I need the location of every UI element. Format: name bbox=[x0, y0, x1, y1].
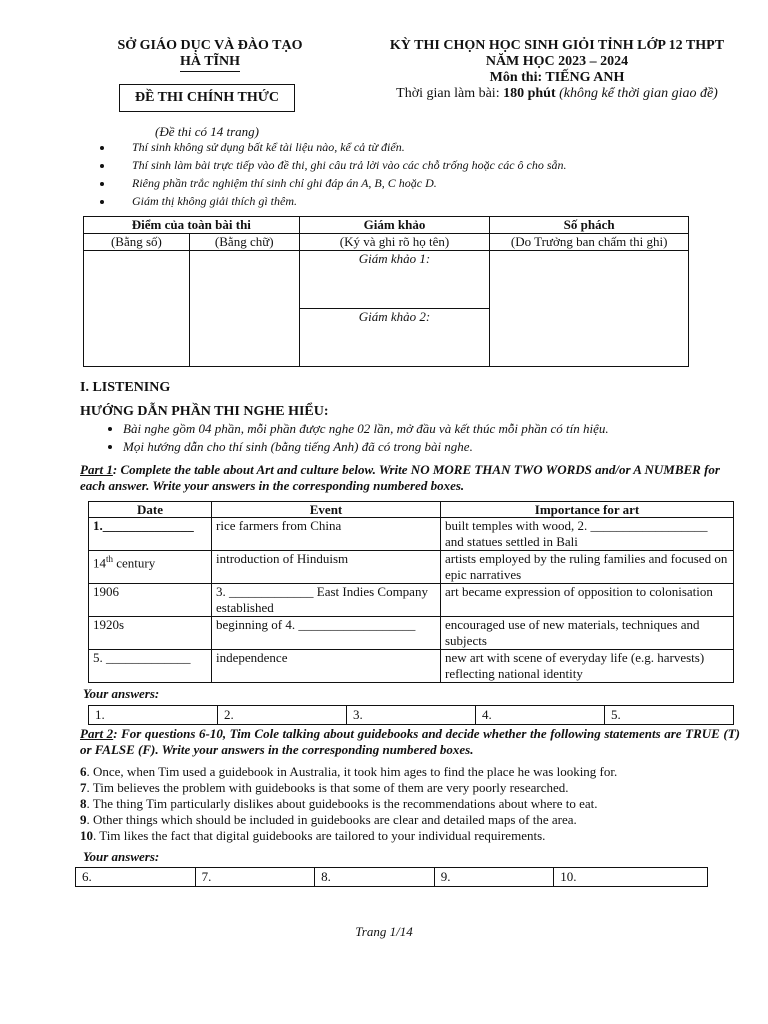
date-cell: 1920s bbox=[89, 617, 212, 650]
rule-item: • Giám thị không giải thích gì thêm. bbox=[114, 192, 734, 210]
date-number: 14 bbox=[93, 555, 106, 571]
score-header: Điểm của toàn bài thi bbox=[84, 217, 300, 234]
date-cell: 1906 bbox=[89, 584, 212, 617]
date-cell[interactable]: 5. _____________ bbox=[89, 650, 212, 683]
examiner-2-cell[interactable]: Giám khảo 2: bbox=[299, 309, 490, 367]
examiner-header: Giám khảo bbox=[299, 217, 490, 234]
table-row bbox=[89, 518, 734, 551]
event-cell: rice farmers from China bbox=[212, 518, 441, 551]
your-answers-label: Your answers: bbox=[83, 686, 160, 701]
event-cell: independence bbox=[212, 650, 441, 683]
statement-text: . Once, when Tim used a guidebook in Australia, it took him ages to find the place he was looking for. bbox=[86, 764, 618, 779]
statement-number: 6 bbox=[80, 764, 87, 779]
statement bbox=[80, 828, 750, 844]
code-header: Số phách bbox=[490, 217, 689, 234]
guide-list bbox=[105, 420, 743, 456]
examiner-1-cell[interactable]: Giám khảo 1: bbox=[299, 251, 490, 309]
rules-list bbox=[96, 138, 734, 210]
department-name: SỞ GIÁO DỤC VÀ ĐÀO TẠO bbox=[117, 38, 303, 53]
code-cell[interactable] bbox=[490, 251, 689, 367]
part2-text: : For questions 6-10, Tim Cole talking about guidebooks and decide whether the following statements are TRUE (T) or FALSE (F). Write your answers in the corresponding numbered boxes. bbox=[80, 726, 740, 757]
pages-note: (Đề thi có 14 trang) bbox=[155, 124, 259, 139]
rule-item: • Thí sinh không sử dụng bất kể tài liệu nào, kể cả từ điển. bbox=[114, 138, 734, 156]
statement-number: 10 bbox=[80, 828, 93, 843]
event-cell: introduction of Hinduism bbox=[212, 551, 441, 584]
col-date-header: Date bbox=[89, 502, 212, 518]
examiner-subheader: (Ký và ghi rõ họ tên) bbox=[299, 234, 490, 251]
answer-box[interactable]: 4. bbox=[476, 706, 605, 725]
part1-instruction bbox=[80, 462, 740, 494]
page-footer: Trang 1/14 bbox=[355, 924, 413, 939]
score-words-subheader: (Bằng chữ) bbox=[189, 234, 299, 251]
subject: Môn thi: TIẾNG ANH bbox=[489, 70, 625, 85]
statement-text: . Other things which should be included in guidebooks are clear and detailed maps of the area. bbox=[86, 812, 577, 827]
answer-boxes-part2 bbox=[75, 867, 708, 887]
table-row bbox=[89, 584, 734, 617]
part2-label: Part 2 bbox=[80, 726, 114, 741]
score-words-cell[interactable] bbox=[189, 251, 299, 367]
date-cell bbox=[89, 551, 212, 584]
answer-box[interactable]: 9. bbox=[434, 868, 554, 887]
col-importance-header: Importance for art bbox=[441, 502, 734, 518]
importance-cell: encouraged use of new materials, techniques and subjects bbox=[441, 617, 734, 650]
province-name: HÀ TĨNH bbox=[180, 54, 240, 72]
date-rest: century bbox=[113, 555, 156, 571]
statement bbox=[80, 764, 750, 780]
art-culture-table bbox=[88, 501, 734, 683]
school-year: NĂM HỌC 2023 – 2024 bbox=[485, 54, 629, 69]
part1-label: Part 1 bbox=[80, 462, 113, 477]
part1-text: : Complete the table about Art and culture below. Write NO MORE THAN TWO WORDS and/or A NUMBER for each answer. Write your answers in the corresponding numbered boxes. bbox=[80, 462, 720, 493]
department-header bbox=[95, 38, 325, 72]
statement-text: . Tim believes the problem with guidebooks is that some of them are very poorly researched. bbox=[86, 780, 569, 795]
time-note: (không kể thời gian giao đề) bbox=[555, 86, 718, 101]
guide-item: • Mọi hướng dẫn cho thí sinh (bằng tiếng Anh) đã có trong bài nghe. bbox=[123, 438, 743, 456]
event-cell[interactable]: 3. _____________ East Indies Company established bbox=[212, 584, 441, 617]
time-label: Thời gian làm bài: bbox=[396, 86, 504, 101]
answer-box[interactable]: 1. bbox=[89, 706, 218, 725]
time-line bbox=[372, 86, 742, 102]
answer-boxes-part1 bbox=[88, 705, 734, 725]
col-event-header: Event bbox=[212, 502, 441, 518]
answer-box[interactable]: 7. bbox=[195, 868, 315, 887]
rule-item: • Riêng phần trắc nghiệm thí sinh chỉ ghi đáp án A, B, C hoặc D. bbox=[114, 174, 734, 192]
exam-title: KỲ THI CHỌN HỌC SINH GIỎI TỈNH LỚP 12 THPT bbox=[389, 38, 725, 53]
statement-number: 7 bbox=[80, 780, 87, 795]
official-exam-box: ĐỀ THI CHÍNH THỨC bbox=[119, 84, 295, 112]
date-cell[interactable]: 1.______________ bbox=[89, 518, 212, 551]
answer-box[interactable]: 5. bbox=[605, 706, 734, 725]
score-table bbox=[83, 216, 689, 367]
exam-header bbox=[372, 38, 742, 102]
answer-box[interactable]: 6. bbox=[76, 868, 196, 887]
code-subheader: (Do Trưởng ban chấm thi ghi) bbox=[490, 234, 689, 251]
statement-number: 8 bbox=[80, 796, 87, 811]
answer-box[interactable]: 3. bbox=[347, 706, 476, 725]
table-row bbox=[89, 617, 734, 650]
statement-number: 9 bbox=[80, 812, 87, 827]
event-cell[interactable]: beginning of 4. __________________ bbox=[212, 617, 441, 650]
statement bbox=[80, 812, 750, 828]
score-number-subheader: (Bằng số) bbox=[84, 234, 190, 251]
importance-cell: artists employed by the ruling families and focused on epic narratives bbox=[441, 551, 734, 584]
statement bbox=[80, 796, 750, 812]
section-title: I. LISTENING bbox=[80, 380, 171, 395]
your-answers-label: Your answers: bbox=[83, 849, 160, 864]
importance-cell: art became expression of opposition to colonisation bbox=[441, 584, 734, 617]
part2-instruction bbox=[80, 726, 740, 758]
statements bbox=[80, 764, 750, 844]
table-row bbox=[89, 650, 734, 683]
date-suffix: th bbox=[106, 554, 114, 564]
statement-text: . The thing Tim particularly dislikes about guidebooks is the recommendations about where to eat. bbox=[86, 796, 598, 811]
answer-box[interactable]: 8. bbox=[315, 868, 435, 887]
score-number-cell[interactable] bbox=[84, 251, 190, 367]
rule-item: • Thí sinh làm bài trực tiếp vào đề thi, ghi câu trả lời vào các chỗ trống hoặc các ô cho sẵn. bbox=[114, 156, 734, 174]
answer-box[interactable]: 2. bbox=[218, 706, 347, 725]
importance-cell: new art with scene of everyday life (e.g. harvests) reflecting national identity bbox=[441, 650, 734, 683]
importance-cell[interactable]: built temples with wood, 2. __________________ and statues settled in Bali bbox=[441, 518, 734, 551]
guide-item: • Bài nghe gồm 04 phần, mỗi phần được nghe 02 lần, mở đầu và kết thúc mỗi phần có tín hiệu. bbox=[123, 420, 743, 438]
table-row bbox=[89, 551, 734, 584]
time-value: 180 phút bbox=[503, 86, 556, 101]
statement bbox=[80, 780, 750, 796]
statement-text: . Tim likes the fact that digital guidebooks are tailored to your individual requirements. bbox=[93, 828, 546, 843]
answer-box[interactable]: 10. bbox=[554, 868, 708, 887]
guide-title: HƯỚNG DẪN PHẦN THI NGHE HIỂU: bbox=[80, 404, 329, 419]
